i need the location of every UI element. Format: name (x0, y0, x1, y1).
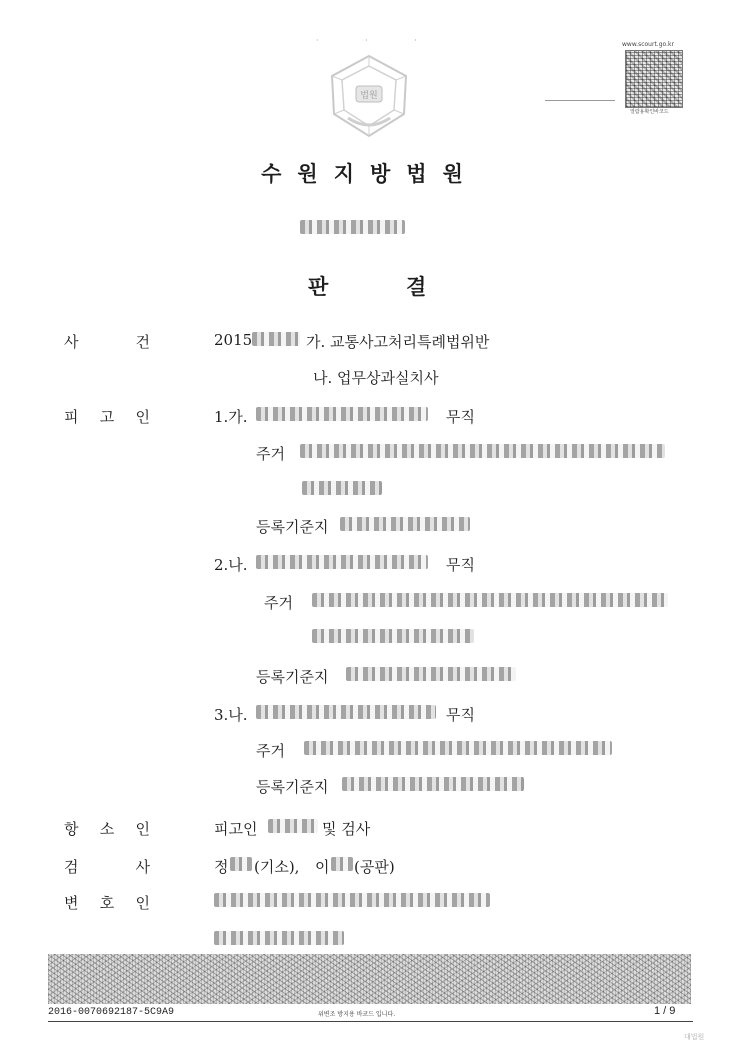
redacted (302, 481, 382, 495)
appellant-suffix: 및 검사 (322, 820, 371, 838)
qr-caption: 열람용확인바코드 (630, 109, 669, 115)
redacted (304, 741, 612, 755)
defendant-1-registry-label: 등록기준지 (256, 518, 329, 536)
defendant-2-address-label: 주거 (264, 594, 293, 612)
judgment-title-left: 판 (308, 274, 329, 299)
appellant-label: 항 소 인 (64, 820, 150, 838)
prosecutor-1-prefix: 정 (214, 858, 229, 876)
redacted (312, 593, 668, 607)
redacted (256, 555, 428, 569)
prosecutor-1-role: (기소), (254, 858, 300, 876)
redacted (312, 629, 474, 643)
svg-text:법원: 법원 (360, 91, 378, 101)
redacted (268, 819, 318, 833)
defendant-3-job: 무직 (446, 706, 475, 724)
page-number: 1 / 9 (654, 1005, 676, 1017)
qr-url: www.scourt.go.kr (622, 41, 674, 48)
defendant-2-prefix: 2.나. (214, 556, 248, 574)
defendant-3-registry-label: 등록기준지 (256, 778, 329, 796)
redacted (256, 407, 428, 421)
supreme-court-stamp: 대법원 (684, 1033, 705, 1041)
barcode-note: 위변조 방지용 바코드 입니다. (318, 1011, 396, 1018)
redacted (342, 777, 524, 791)
appellant-prefix: 피고인 (214, 820, 258, 838)
judgment-title-right: 결 (406, 274, 427, 299)
scan-marks: · · · (316, 36, 439, 45)
defendant-3-prefix: 3.나. (214, 706, 248, 724)
prosecutor-2-role: (공판) (354, 858, 395, 876)
anti-forgery-barcode (48, 954, 691, 1004)
redacted (214, 893, 490, 907)
case-year: 2015 (214, 331, 253, 349)
defendant-1-job: 무직 (446, 408, 475, 426)
redacted (256, 705, 436, 719)
redacted (252, 332, 300, 346)
defendant-1-prefix: 1.가. (214, 408, 248, 426)
defendant-1-address-label: 주거 (256, 445, 285, 463)
redacted (300, 444, 665, 458)
defendant-2-registry-label: 등록기준지 (256, 668, 329, 686)
case-charge-ga: 가. 교통사고처리특례법위반 (306, 333, 490, 351)
redacted (331, 857, 353, 871)
prosecutor-label: 검 사 (64, 858, 150, 876)
court-name: 수원지방법원 (261, 161, 479, 186)
prosecutor-2-prefix: 이 (315, 858, 330, 876)
redacted (346, 667, 516, 681)
footer-divider (48, 1021, 693, 1022)
verification-qr-code (625, 50, 683, 108)
case-charge-na: 나. 업무상과실치사 (313, 369, 439, 387)
document-id: 2016-0070692187-5C9A9 (48, 1007, 175, 1018)
defendant-label: 피 고 인 (64, 408, 150, 426)
case-label: 사 건 (64, 333, 150, 351)
redacted (230, 857, 252, 871)
defendant-2-job: 무직 (446, 556, 475, 574)
redacted (340, 517, 470, 531)
defendant-3-address-label: 주거 (256, 742, 285, 760)
counsel-label: 변 호 인 (64, 894, 150, 912)
divider (545, 100, 615, 101)
court-emblem-icon (326, 52, 412, 142)
redacted (214, 931, 344, 945)
